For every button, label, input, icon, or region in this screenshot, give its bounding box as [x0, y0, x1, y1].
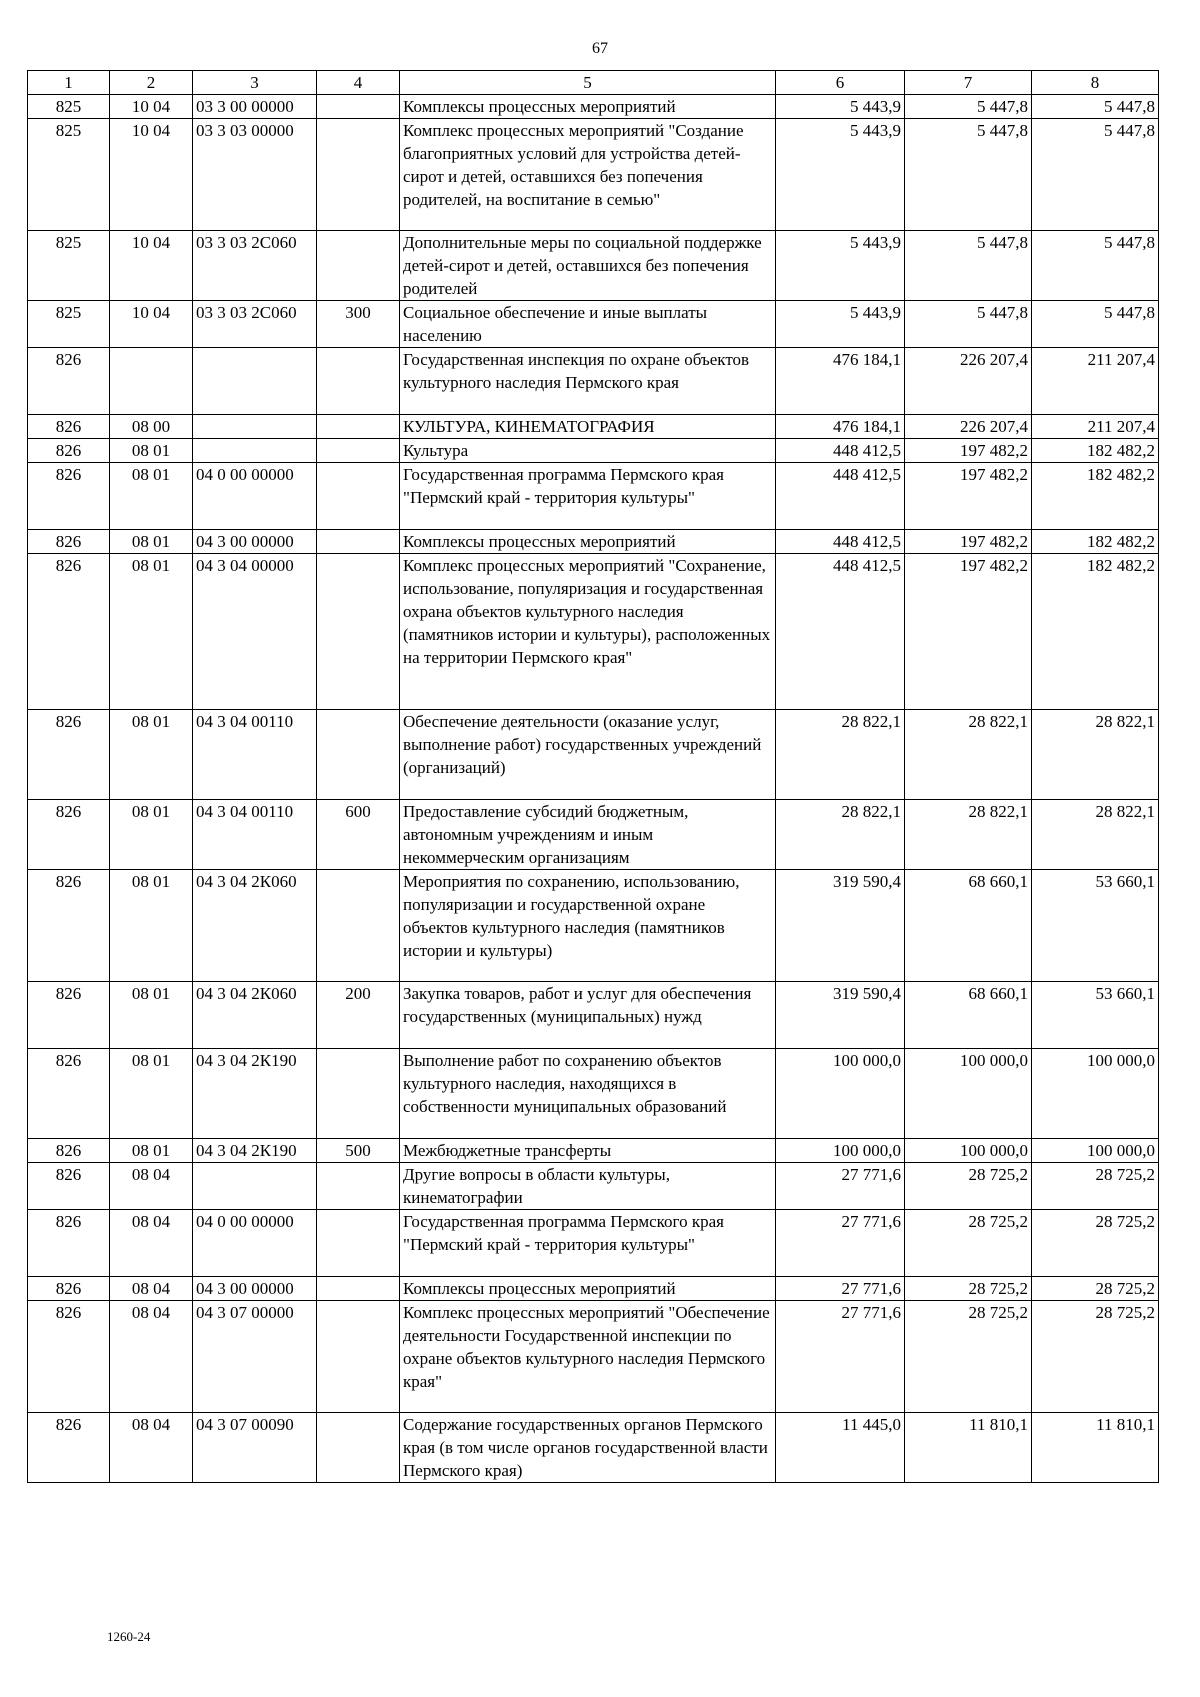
- cell-amount-col8: 182 482,2: [1032, 463, 1159, 530]
- table-row: [28, 1277, 1159, 1301]
- cell-ministry: 826: [28, 1210, 110, 1277]
- cell-amount-col6: 319 590,4: [776, 982, 905, 1049]
- table-row: [28, 95, 1159, 119]
- table-row: [28, 1301, 1159, 1413]
- cell-target-article: 03 3 00 00000: [193, 95, 317, 119]
- cell-section: 08 04: [110, 1277, 193, 1301]
- cell-expense-type: [317, 463, 400, 530]
- cell-ministry: 826: [28, 415, 110, 439]
- cell-name: Другие вопросы в области культуры, кинематографии: [400, 1163, 776, 1210]
- cell-amount-col7: 226 207,4: [905, 348, 1032, 415]
- cell-amount-col8: 5 447,8: [1032, 95, 1159, 119]
- cell-amount-col7: 28 725,2: [905, 1210, 1032, 1277]
- cell-expense-type: [317, 1049, 400, 1139]
- cell-expense-type: [317, 439, 400, 463]
- cell-amount-col7: 197 482,2: [905, 554, 1032, 710]
- table-row: [28, 439, 1159, 463]
- cell-amount-col6: 5 443,9: [776, 95, 905, 119]
- cell-ministry: 826: [28, 1277, 110, 1301]
- table-row: [28, 800, 1159, 870]
- table-row: [28, 348, 1159, 415]
- cell-ministry: 826: [28, 982, 110, 1049]
- cell-ministry: 825: [28, 119, 110, 231]
- cell-expense-type: 500: [317, 1139, 400, 1163]
- cell-ministry: 826: [28, 1413, 110, 1483]
- cell-expense-type: [317, 95, 400, 119]
- cell-amount-col6: 100 000,0: [776, 1049, 905, 1139]
- cell-amount-col8: 28 725,2: [1032, 1163, 1159, 1210]
- cell-amount-col8: 53 660,1: [1032, 870, 1159, 982]
- cell-section: 08 01: [110, 463, 193, 530]
- cell-target-article: 04 3 04 2К060: [193, 870, 317, 982]
- column-header: 6: [776, 71, 905, 95]
- cell-target-article: 03 3 03 2С060: [193, 301, 317, 348]
- cell-amount-col7: 28 822,1: [905, 710, 1032, 800]
- cell-amount-col6: 28 822,1: [776, 800, 905, 870]
- cell-amount-col8: 182 482,2: [1032, 554, 1159, 710]
- cell-amount-col6: 5 443,9: [776, 231, 905, 301]
- cell-amount-col6: 448 412,5: [776, 554, 905, 710]
- cell-amount-col7: 100 000,0: [905, 1139, 1032, 1163]
- cell-amount-col7: 28 822,1: [905, 800, 1032, 870]
- cell-expense-type: [317, 119, 400, 231]
- cell-amount-col7: 197 482,2: [905, 463, 1032, 530]
- cell-amount-col6: 28 822,1: [776, 710, 905, 800]
- cell-section: 08 01: [110, 530, 193, 554]
- cell-name: Содержание государственных органов Пермского края (в том числе органов государственной власти Пермского края): [400, 1413, 776, 1483]
- cell-section: 08 01: [110, 439, 193, 463]
- cell-name: Обеспечение деятельности (оказание услуг, выполнение работ) государственных учреждений (организаций): [400, 710, 776, 800]
- cell-expense-type: 200: [317, 982, 400, 1049]
- cell-expense-type: [317, 1210, 400, 1277]
- cell-name: Дополнительные меры по социальной поддержке детей-сирот и детей, оставшихся без попечения родителей: [400, 231, 776, 301]
- cell-expense-type: [317, 1277, 400, 1301]
- cell-amount-col7: 226 207,4: [905, 415, 1032, 439]
- cell-amount-col6: 27 771,6: [776, 1163, 905, 1210]
- cell-amount-col7: 5 447,8: [905, 95, 1032, 119]
- cell-ministry: 826: [28, 348, 110, 415]
- cell-amount-col8: 28 822,1: [1032, 710, 1159, 800]
- cell-amount-col6: 448 412,5: [776, 439, 905, 463]
- cell-ministry: 826: [28, 439, 110, 463]
- cell-amount-col8: 5 447,8: [1032, 119, 1159, 231]
- cell-name: Мероприятия по сохранению, использованию, популяризации и государственной охране объектов культурного наследия (памятников истории и культуры): [400, 870, 776, 982]
- cell-ministry: 826: [28, 1049, 110, 1139]
- cell-ministry: 826: [28, 870, 110, 982]
- cell-amount-col6: 476 184,1: [776, 348, 905, 415]
- cell-expense-type: [317, 1163, 400, 1210]
- cell-ministry: 825: [28, 95, 110, 119]
- cell-section: 08 01: [110, 554, 193, 710]
- cell-section: 10 04: [110, 95, 193, 119]
- cell-name: Социальное обеспечение и иные выплаты населению: [400, 301, 776, 348]
- cell-target-article: 04 3 04 2К190: [193, 1139, 317, 1163]
- cell-amount-col8: 100 000,0: [1032, 1139, 1159, 1163]
- cell-amount-col6: 448 412,5: [776, 463, 905, 530]
- cell-amount-col8: 211 207,4: [1032, 348, 1159, 415]
- table-row: [28, 415, 1159, 439]
- cell-name: Комплекс процессных мероприятий "Создание благоприятных условий для устройства детей-сирот и детей, оставшихся без попечения родителей, на воспитание в семью": [400, 119, 776, 231]
- cell-amount-col8: 100 000,0: [1032, 1049, 1159, 1139]
- cell-amount-col7: 28 725,2: [905, 1277, 1032, 1301]
- cell-name: Государственная программа Пермского края "Пермский край - территория культуры": [400, 463, 776, 530]
- cell-expense-type: [317, 1301, 400, 1413]
- cell-section: 08 04: [110, 1301, 193, 1413]
- cell-amount-col6: 11 445,0: [776, 1413, 905, 1483]
- table-row: [28, 463, 1159, 530]
- cell-target-article: 04 3 04 00110: [193, 710, 317, 800]
- cell-section: 08 01: [110, 1139, 193, 1163]
- table-row: [28, 1139, 1159, 1163]
- page-number: 67: [592, 40, 608, 57]
- cell-ministry: 826: [28, 710, 110, 800]
- column-header: 3: [193, 71, 317, 95]
- cell-amount-col7: 5 447,8: [905, 301, 1032, 348]
- cell-amount-col7: 197 482,2: [905, 530, 1032, 554]
- cell-target-article: 04 3 04 00000: [193, 554, 317, 710]
- cell-expense-type: [317, 415, 400, 439]
- cell-section: 10 04: [110, 301, 193, 348]
- cell-name: Закупка товаров, работ и услуг для обеспечения государственных (муниципальных) нужд: [400, 982, 776, 1049]
- cell-ministry: 826: [28, 1163, 110, 1210]
- table-body: [28, 95, 1159, 1483]
- column-header: 8: [1032, 71, 1159, 95]
- cell-amount-col8: 182 482,2: [1032, 530, 1159, 554]
- column-header: 1: [28, 71, 110, 95]
- cell-expense-type: [317, 1413, 400, 1483]
- cell-section: 08 01: [110, 870, 193, 982]
- cell-name: Выполнение работ по сохранению объектов культурного наследия, находящихся в собственности муниципальных образований: [400, 1049, 776, 1139]
- cell-target-article: [193, 1163, 317, 1210]
- cell-ministry: 826: [28, 463, 110, 530]
- table-row: [28, 1049, 1159, 1139]
- cell-amount-col7: 28 725,2: [905, 1163, 1032, 1210]
- cell-expense-type: 600: [317, 800, 400, 870]
- cell-ministry: 825: [28, 231, 110, 301]
- cell-expense-type: [317, 348, 400, 415]
- cell-expense-type: [317, 231, 400, 301]
- cell-target-article: 04 0 00 00000: [193, 463, 317, 530]
- cell-name: Комплексы процессных мероприятий: [400, 95, 776, 119]
- cell-target-article: [193, 415, 317, 439]
- cell-amount-col6: 27 771,6: [776, 1210, 905, 1277]
- cell-amount-col6: 476 184,1: [776, 415, 905, 439]
- cell-ministry: 826: [28, 800, 110, 870]
- cell-name: Государственная инспекция по охране объектов культурного наследия Пермского края: [400, 348, 776, 415]
- table-row: [28, 710, 1159, 800]
- budget-table: [27, 70, 1159, 1483]
- cell-expense-type: [317, 554, 400, 710]
- cell-amount-col6: 5 443,9: [776, 119, 905, 231]
- cell-ministry: 826: [28, 1139, 110, 1163]
- table-row: [28, 231, 1159, 301]
- cell-target-article: 04 3 04 00110: [193, 800, 317, 870]
- cell-target-article: 04 0 00 00000: [193, 1210, 317, 1277]
- cell-section: 08 01: [110, 1049, 193, 1139]
- cell-amount-col8: 11 810,1: [1032, 1413, 1159, 1483]
- cell-name: Культура: [400, 439, 776, 463]
- cell-amount-col8: 5 447,8: [1032, 301, 1159, 348]
- table-row: [28, 301, 1159, 348]
- cell-amount-col7: 68 660,1: [905, 982, 1032, 1049]
- column-header: 2: [110, 71, 193, 95]
- cell-section: 08 01: [110, 710, 193, 800]
- cell-target-article: 04 3 04 2К190: [193, 1049, 317, 1139]
- cell-section: 08 00: [110, 415, 193, 439]
- cell-section: 10 04: [110, 119, 193, 231]
- cell-target-article: 04 3 04 2К060: [193, 982, 317, 1049]
- cell-ministry: 825: [28, 301, 110, 348]
- cell-ministry: 826: [28, 530, 110, 554]
- cell-name: Предоставление субсидий бюджетным, автономным учреждениям и иным некоммерческим организациям: [400, 800, 776, 870]
- cell-expense-type: 300: [317, 301, 400, 348]
- cell-name: Комплекс процессных мероприятий "Сохранение, использование, популяризация и государственная охрана объектов культурного наследия (памятников истории и культуры), расположенных на территории Пермского края": [400, 554, 776, 710]
- cell-section: 08 01: [110, 800, 193, 870]
- cell-name: Межбюджетные трансферты: [400, 1139, 776, 1163]
- cell-target-article: [193, 348, 317, 415]
- cell-section: 08 04: [110, 1163, 193, 1210]
- column-header: 4: [317, 71, 400, 95]
- cell-target-article: 03 3 03 00000: [193, 119, 317, 231]
- cell-amount-col7: 197 482,2: [905, 439, 1032, 463]
- column-header: 7: [905, 71, 1032, 95]
- cell-amount-col6: 319 590,4: [776, 870, 905, 982]
- cell-name: КУЛЬТУРА, КИНЕМАТОГРАФИЯ: [400, 415, 776, 439]
- cell-amount-col8: 182 482,2: [1032, 439, 1159, 463]
- cell-amount-col8: 211 207,4: [1032, 415, 1159, 439]
- cell-section: 08 04: [110, 1210, 193, 1277]
- cell-expense-type: [317, 870, 400, 982]
- cell-expense-type: [317, 710, 400, 800]
- cell-amount-col7: 5 447,8: [905, 119, 1032, 231]
- cell-amount-col8: 5 447,8: [1032, 231, 1159, 301]
- cell-section: 08 04: [110, 1413, 193, 1483]
- table-row: [28, 119, 1159, 231]
- cell-name: Комплексы процессных мероприятий: [400, 530, 776, 554]
- cell-amount-col8: 53 660,1: [1032, 982, 1159, 1049]
- cell-target-article: [193, 439, 317, 463]
- cell-name: Комплексы процессных мероприятий: [400, 1277, 776, 1301]
- document-code: 1260-24: [107, 1629, 151, 1644]
- table-row: [28, 1413, 1159, 1483]
- cell-amount-col6: 100 000,0: [776, 1139, 905, 1163]
- cell-amount-col8: 28 725,2: [1032, 1301, 1159, 1413]
- cell-ministry: 826: [28, 554, 110, 710]
- cell-target-article: 04 3 00 00000: [193, 530, 317, 554]
- table-row: [28, 982, 1159, 1049]
- table-row: [28, 530, 1159, 554]
- cell-expense-type: [317, 530, 400, 554]
- table-row: [28, 870, 1159, 982]
- cell-name: Государственная программа Пермского края "Пермский край - территория культуры": [400, 1210, 776, 1277]
- cell-amount-col7: 11 810,1: [905, 1413, 1032, 1483]
- table-row: [28, 1163, 1159, 1210]
- cell-amount-col6: 27 771,6: [776, 1301, 905, 1413]
- cell-amount-col7: 68 660,1: [905, 870, 1032, 982]
- cell-name: Комплекс процессных мероприятий "Обеспечение деятельности Государственной инспекции по охране объектов культурного наследия Пермского края": [400, 1301, 776, 1413]
- cell-amount-col8: 28 725,2: [1032, 1210, 1159, 1277]
- table-row: [28, 1210, 1159, 1277]
- cell-amount-col6: 448 412,5: [776, 530, 905, 554]
- cell-target-article: 03 3 03 2С060: [193, 231, 317, 301]
- cell-amount-col8: 28 725,2: [1032, 1277, 1159, 1301]
- cell-target-article: 04 3 07 00090: [193, 1413, 317, 1483]
- cell-amount-col7: 100 000,0: [905, 1049, 1032, 1139]
- cell-amount-col8: 28 822,1: [1032, 800, 1159, 870]
- cell-amount-col6: 5 443,9: [776, 301, 905, 348]
- cell-amount-col7: 28 725,2: [905, 1301, 1032, 1413]
- column-header: 5: [400, 71, 776, 95]
- cell-section: [110, 348, 193, 415]
- cell-target-article: 04 3 00 00000: [193, 1277, 317, 1301]
- cell-section: 08 01: [110, 982, 193, 1049]
- cell-amount-col7: 5 447,8: [905, 231, 1032, 301]
- table-row: [28, 554, 1159, 710]
- table-header-row: [28, 71, 1159, 95]
- cell-target-article: 04 3 07 00000: [193, 1301, 317, 1413]
- cell-ministry: 826: [28, 1301, 110, 1413]
- cell-section: 10 04: [110, 231, 193, 301]
- cell-amount-col6: 27 771,6: [776, 1277, 905, 1301]
